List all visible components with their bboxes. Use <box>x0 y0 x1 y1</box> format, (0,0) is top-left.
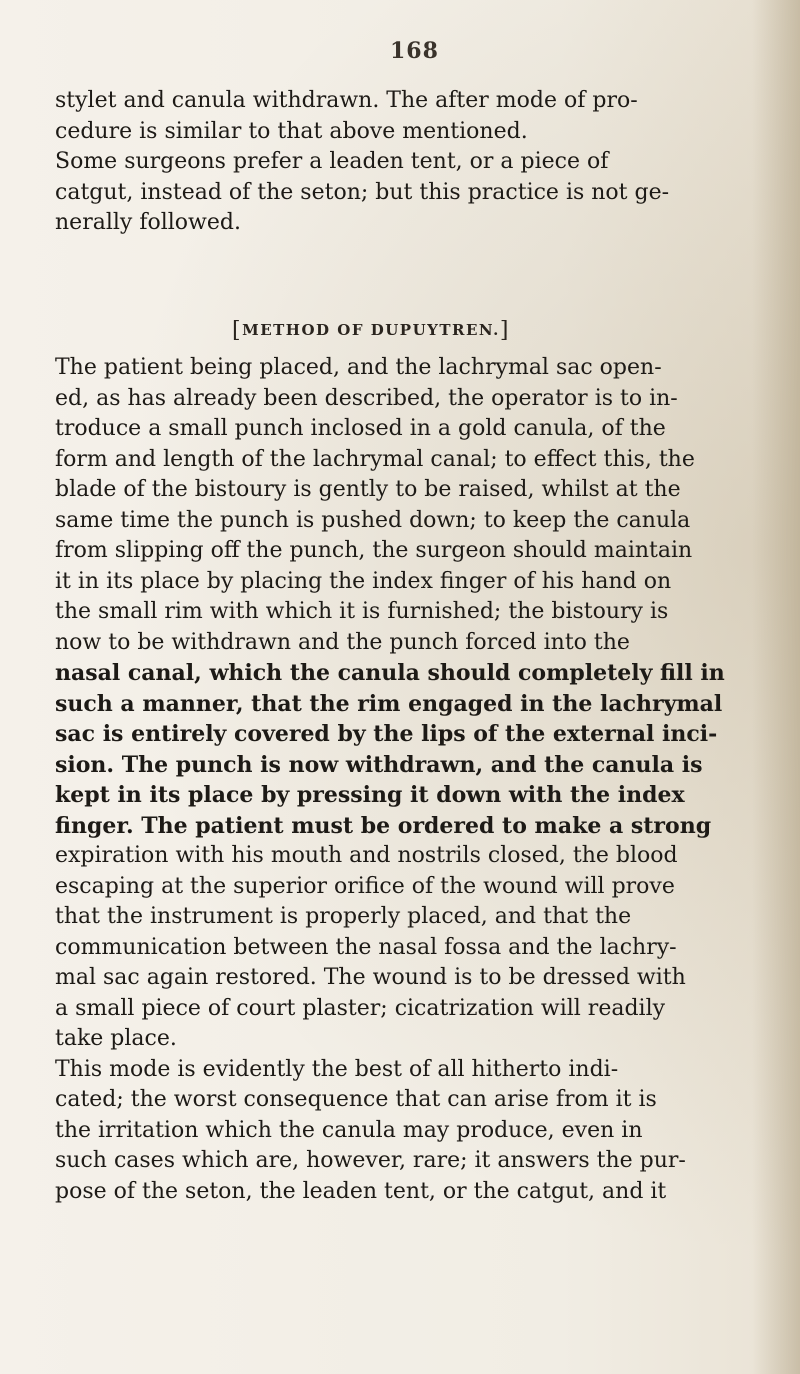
text-line: cedure is similar to that above mentioned. <box>55 118 528 144</box>
text-line: take place. <box>55 1026 177 1051</box>
text-line: expiration with his mouth and nostrils closed, the blood <box>55 843 678 868</box>
text-line: from slipping off the punch, the surgeon should maintain <box>55 538 693 563</box>
text-line: escaping at the superior orifice of the wound will prove <box>55 873 675 899</box>
text-line: Some surgeons prefer a leaden tent, or a piece of <box>55 149 609 174</box>
text-line: blade of the bistoury is gently to be raised, whilst at the <box>55 477 681 502</box>
text-line: such a manner, that the rim engaged in the lachrymal <box>55 690 723 717</box>
text-line: nerally followed. <box>55 210 241 235</box>
text-line: finger. The patient must be ordered to make a strong <box>55 812 712 839</box>
text-line: kept in its place by pressing it down with the index <box>55 782 685 808</box>
text-line: that the instrument is properly placed, and that the <box>55 904 632 929</box>
text-line: pose of the seton, the leaden tent, or the catgut, and it <box>55 1178 667 1204</box>
text-line: nasal canal, which the canula should completely fill in <box>55 660 725 686</box>
text-line: same time the punch is pushed down; to keep the canula <box>55 507 691 533</box>
paragraph-continuation <box>55 86 800 239</box>
text-line: This mode is evidently the best of all hitherto indi- <box>55 1056 619 1082</box>
heading-text: METHOD OF DUPUYTREN. <box>242 321 500 339</box>
text-line: now to be withdrawn and the punch forced into the <box>55 629 630 655</box>
text-line: The patient being placed, and the lachrymal sac open- <box>55 355 662 380</box>
text-line: ed, as has already been described, the operator is to in- <box>55 385 678 411</box>
text-line: the small rim with which it is furnished; the bistoury is <box>55 599 669 624</box>
text-line: form and length of the lachrymal canal; to effect this, the <box>55 446 695 472</box>
text-line: a small piece of court plaster; cicatrization will readily <box>55 995 666 1021</box>
page-number: 168 <box>390 38 439 64</box>
text-line: the irritation which the canula may produce, even in <box>55 1117 643 1143</box>
text-line: catgut, instead of the seton; but this practice is not ge- <box>55 179 670 205</box>
heading-bracket-open: [ <box>232 318 243 343</box>
section-heading <box>232 318 510 343</box>
heading-bracket-close: ] <box>499 318 510 343</box>
text-line: mal sac again restored. The wound is to be dressed with <box>55 965 686 990</box>
text-line: sac is entirely covered by the lips of the external inci- <box>55 721 718 747</box>
text-line: troduce a small punch inclosed in a gold canula, of the <box>55 416 666 441</box>
text-line: sion. The punch is now withdrawn, and the canula is <box>55 751 703 778</box>
text-line: communication between the nasal fossa and the lachry- <box>55 934 677 960</box>
text-line: such cases which are, however, rare; it answers the pur- <box>55 1148 686 1173</box>
paragraph-method <box>55 353 800 1207</box>
text-line: it in its place by placing the index finger of his hand on <box>55 568 672 594</box>
text-line: cated; the worst consequence that can arise from it is <box>55 1087 657 1112</box>
text-line: stylet and canula withdrawn. The after mode of pro- <box>55 88 638 113</box>
